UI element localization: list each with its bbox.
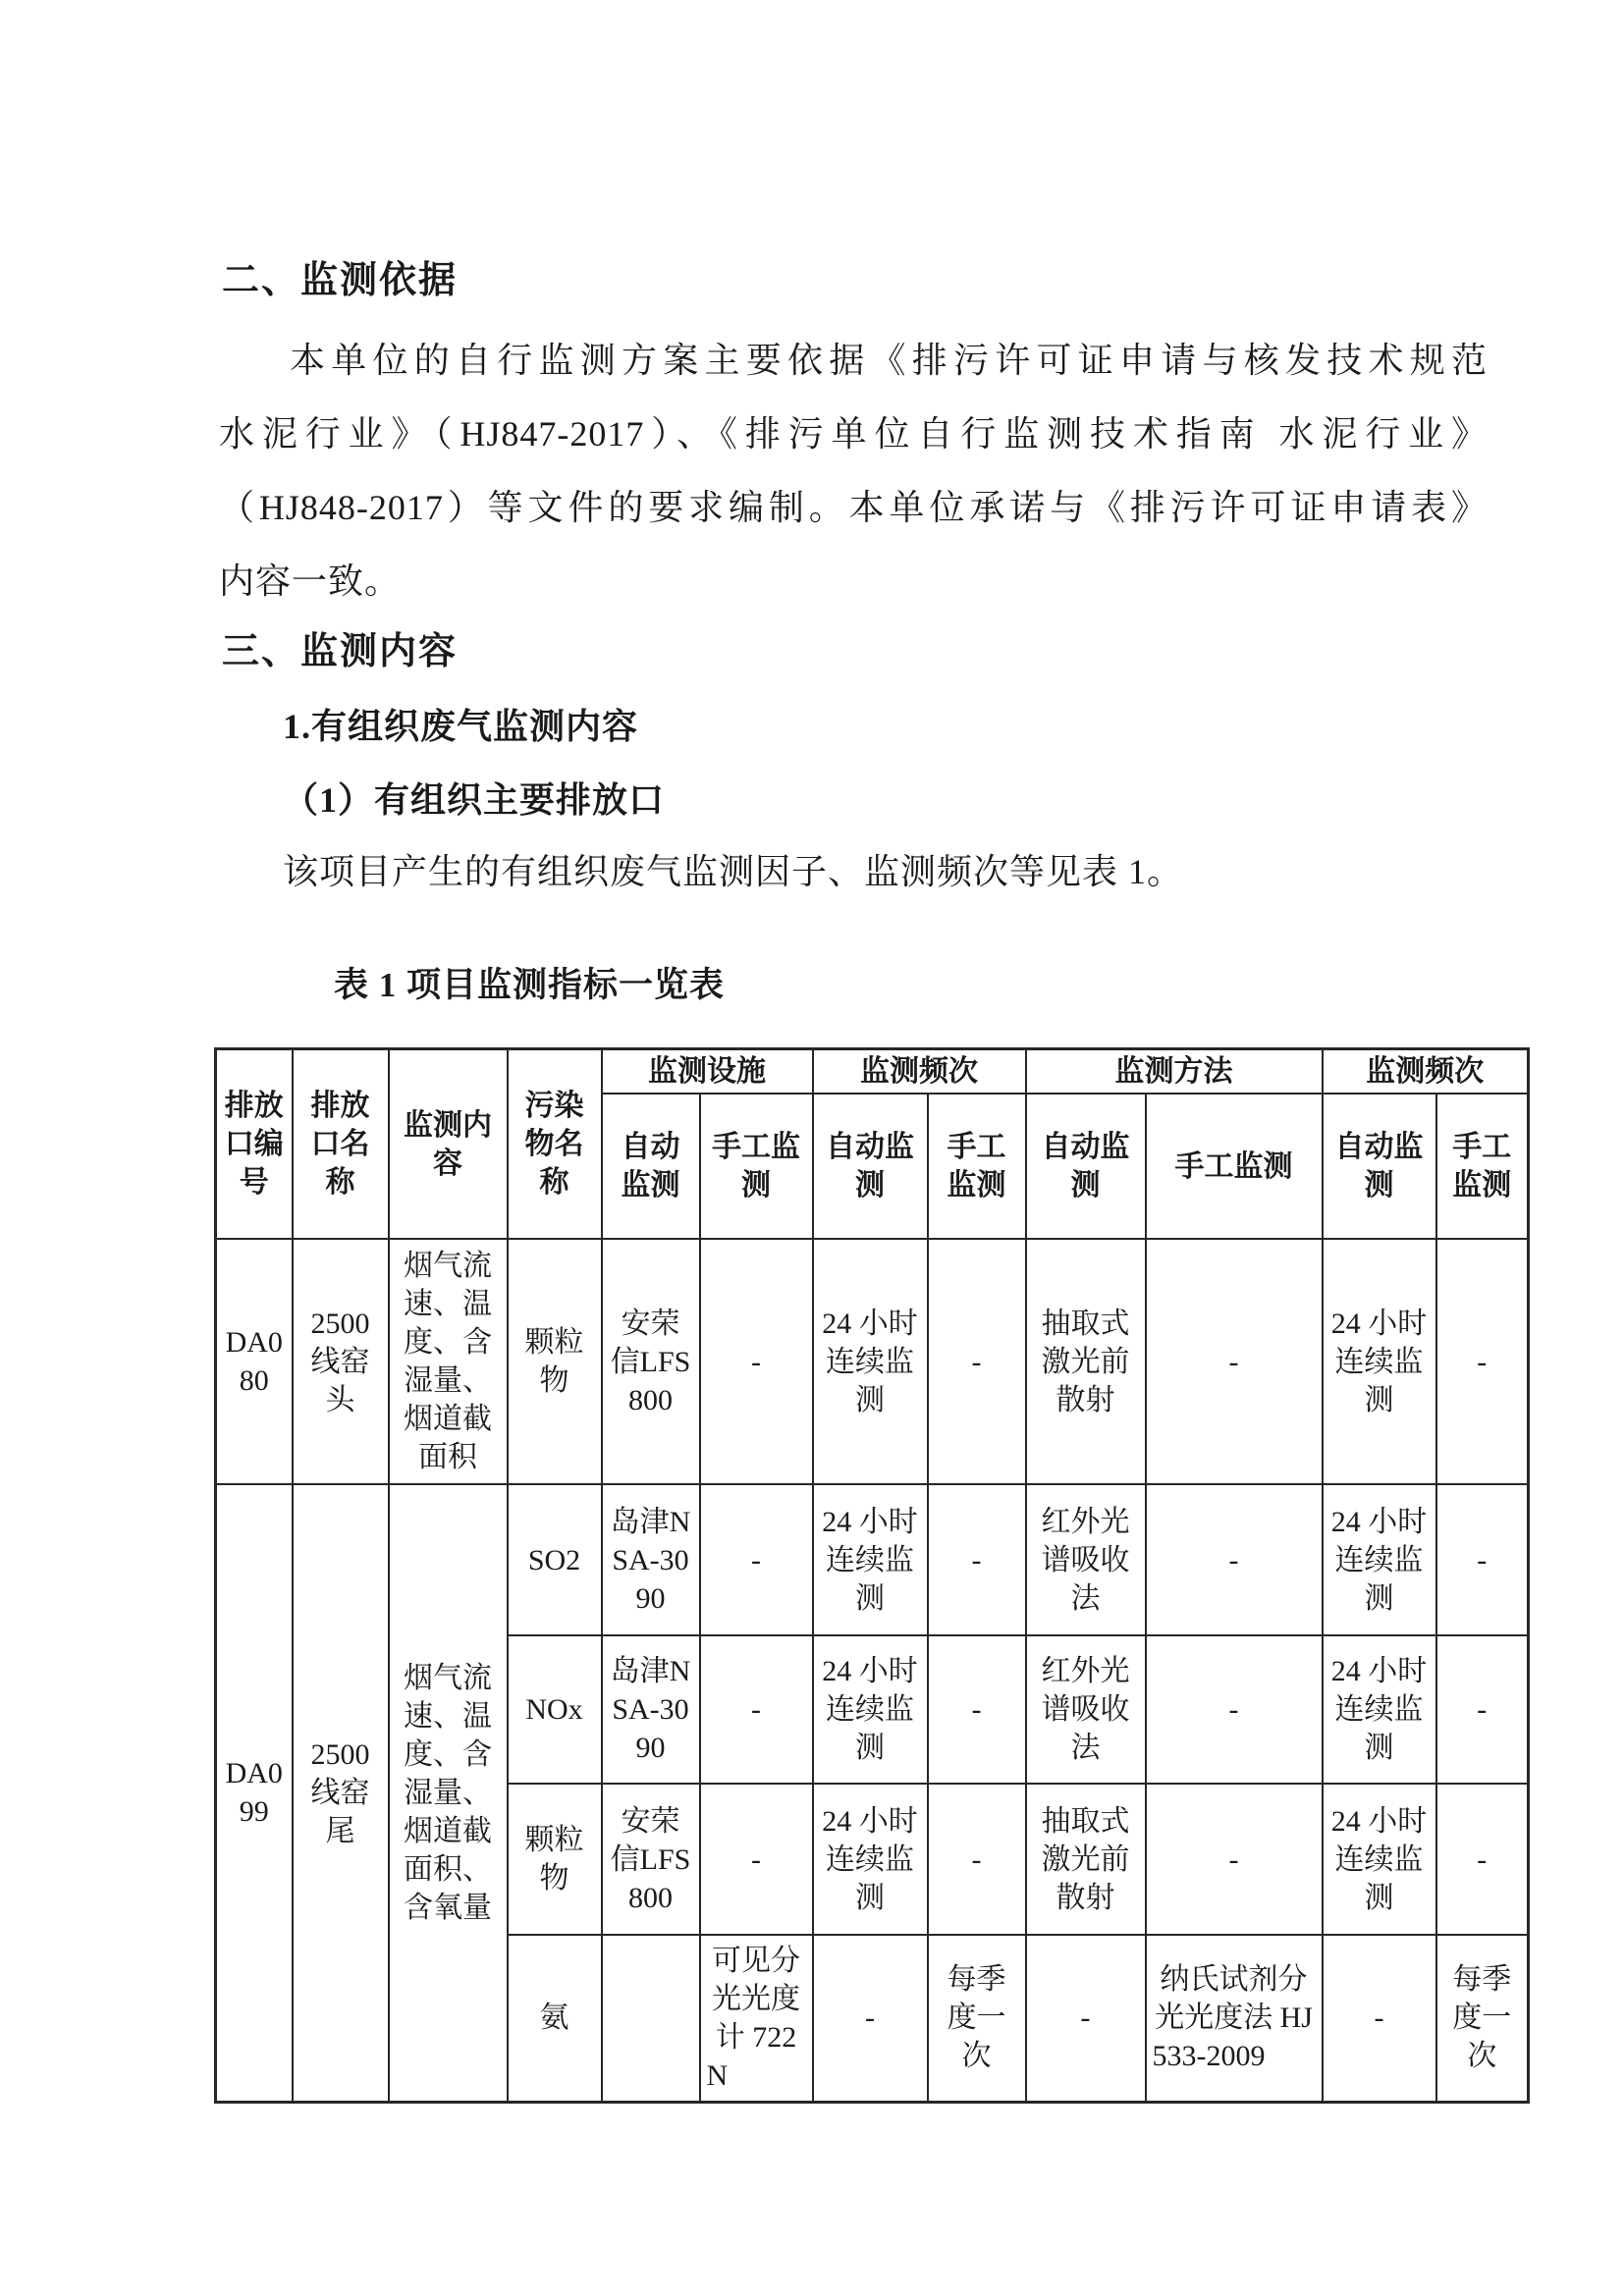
cell-frequency-auto: 24 小时连续监测: [813, 1635, 928, 1784]
cell-pollutant: NOx: [508, 1635, 602, 1784]
cell-frequency-manual: -: [928, 1484, 1026, 1635]
cell-frequency-manual: 每季度一次: [928, 1935, 1026, 2102]
cell-frequency2-auto: 24 小时连续监测: [1323, 1784, 1436, 1935]
cell-outlet-name: 2500线窑尾: [293, 1484, 389, 2102]
cell-outlet-name: 2500线窑头: [293, 1239, 389, 1484]
paragraph-line: 水泥行业》（HJ847-2017）、《排污单位自行监测技术指南 水泥行业》: [219, 414, 1488, 454]
cell-facility-manual: -: [700, 1484, 813, 1635]
header-group-facility: 监测设施: [602, 1049, 813, 1095]
cell-method-auto: 抽取式激光前散射: [1026, 1239, 1146, 1484]
subheader-facility-auto: 自动监测: [602, 1094, 700, 1239]
cell-frequency2-auto: -: [1323, 1935, 1436, 2102]
cell-outlet-id: DA099: [216, 1484, 293, 2102]
cell-frequency-auto: -: [813, 1935, 928, 2102]
subheader-method-manual: 手工监测: [1146, 1094, 1323, 1239]
cell-method-auto: 抽取式激光前散射: [1026, 1784, 1146, 1935]
cell-facility-auto: [602, 1935, 700, 2102]
cell-facility-manual: -: [700, 1239, 813, 1484]
table-title: 表 1 项目监测指标一览表: [334, 966, 726, 1004]
header-row-groups: [216, 1049, 1529, 1095]
monitoring-table: [214, 1047, 1530, 2104]
cell-method-manual: -: [1146, 1784, 1323, 1935]
cell-facility-auto: 岛津NSA-3090: [602, 1484, 700, 1635]
section3-sub1: 1.有组织废气监测内容: [283, 707, 639, 746]
header-pollutant: 污染物名称: [508, 1049, 602, 1240]
subheader-method-auto: 自动监测: [1026, 1094, 1146, 1239]
cell-method-auto: 红外光谱吸收法: [1026, 1484, 1146, 1635]
cell-frequency2-manual: -: [1436, 1484, 1529, 1635]
cell-content: 烟气流速、温度、含湿量、烟道截面积: [389, 1239, 508, 1484]
cell-pollutant: 氨: [508, 1935, 602, 2102]
cell-method-auto: -: [1026, 1935, 1146, 2102]
cell-frequency2-manual: 每季度一次: [1436, 1935, 1529, 2102]
cell-frequency-auto: 24 小时连续监测: [813, 1784, 928, 1935]
cell-pollutant: SO2: [508, 1484, 602, 1635]
subheader-frequency-auto: 自动监测: [813, 1094, 928, 1239]
header-content: 监测内容: [389, 1049, 508, 1240]
row-da080-particulate: [216, 1239, 1529, 1484]
section2-heading: 二、监测依据: [222, 260, 459, 301]
cell-frequency-manual: -: [928, 1784, 1026, 1935]
cell-frequency2-auto: 24 小时连续监测: [1323, 1239, 1436, 1484]
cell-facility-manual: -: [700, 1635, 813, 1784]
cell-frequency2-auto: 24 小时连续监测: [1323, 1635, 1436, 1784]
header-outlet-id: 排放口编号: [216, 1049, 293, 1240]
cell-facility-manual: -: [700, 1784, 813, 1935]
cell-method-manual: -: [1146, 1239, 1323, 1484]
cell-frequency2-manual: -: [1436, 1635, 1529, 1784]
subheader-frequency2-manual: 手工监测: [1436, 1094, 1529, 1239]
cell-frequency-auto: 24 小时连续监测: [813, 1484, 928, 1635]
section3-heading: 三、监测内容: [222, 631, 459, 672]
cell-method-manual: -: [1146, 1635, 1323, 1784]
cell-pollutant: 颗粒物: [508, 1239, 602, 1484]
section3-sub2: （1）有组织主要排放口: [283, 780, 666, 820]
paragraph-line: （HJ848-2017）等文件的要求编制。本单位承诺与《排污许可证申请表》: [219, 488, 1488, 527]
header-group-frequency2: 监测频次: [1323, 1049, 1529, 1095]
cell-facility-manual: 可见分光光度计 722N: [700, 1935, 813, 2102]
cell-frequency2-auto: 24 小时连续监测: [1323, 1484, 1436, 1635]
paragraph-line: 本单位的自行监测方案主要依据《排污许可证申请与核发技术规范: [290, 341, 1488, 380]
cell-frequency-auto: 24 小时连续监测: [813, 1239, 928, 1484]
header-group-method: 监测方法: [1026, 1049, 1323, 1095]
cell-facility-auto: 安荣信LFS800: [602, 1239, 700, 1484]
cell-method-auto: 红外光谱吸收法: [1026, 1635, 1146, 1784]
paragraph-line: 内容一致。: [219, 561, 402, 601]
section2-paragraph: [219, 324, 1488, 618]
cell-outlet-id: DA080: [216, 1239, 293, 1484]
subheader-frequency2-auto: 自动监测: [1323, 1094, 1436, 1239]
cell-content: 烟气流速、温度、含湿量、烟道截面积、含氧量: [389, 1484, 508, 2102]
cell-frequency-manual: -: [928, 1239, 1026, 1484]
cell-frequency2-manual: -: [1436, 1239, 1529, 1484]
section3-intro: 该项目产生的有组织废气监测因子、监测频次等见表 1。: [283, 852, 1184, 891]
cell-pollutant: 颗粒物: [508, 1784, 602, 1935]
row-da099-so2: [216, 1484, 1529, 1635]
subheader-frequency-manual: 手工监测: [928, 1094, 1026, 1239]
header-group-frequency: 监测频次: [813, 1049, 1026, 1095]
cell-method-manual: 纳氏试剂分光光度法 HJ 533-2009: [1146, 1935, 1323, 2102]
cell-facility-auto: 岛津NSA-3090: [602, 1635, 700, 1784]
cell-facility-auto: 安荣信LFS800: [602, 1784, 700, 1935]
cell-method-manual: -: [1146, 1484, 1323, 1635]
cell-frequency2-manual: -: [1436, 1784, 1529, 1935]
header-outlet-name: 排放口名称: [293, 1049, 389, 1240]
subheader-facility-manual: 手工监测: [700, 1094, 813, 1239]
cell-frequency-manual: -: [928, 1635, 1026, 1784]
